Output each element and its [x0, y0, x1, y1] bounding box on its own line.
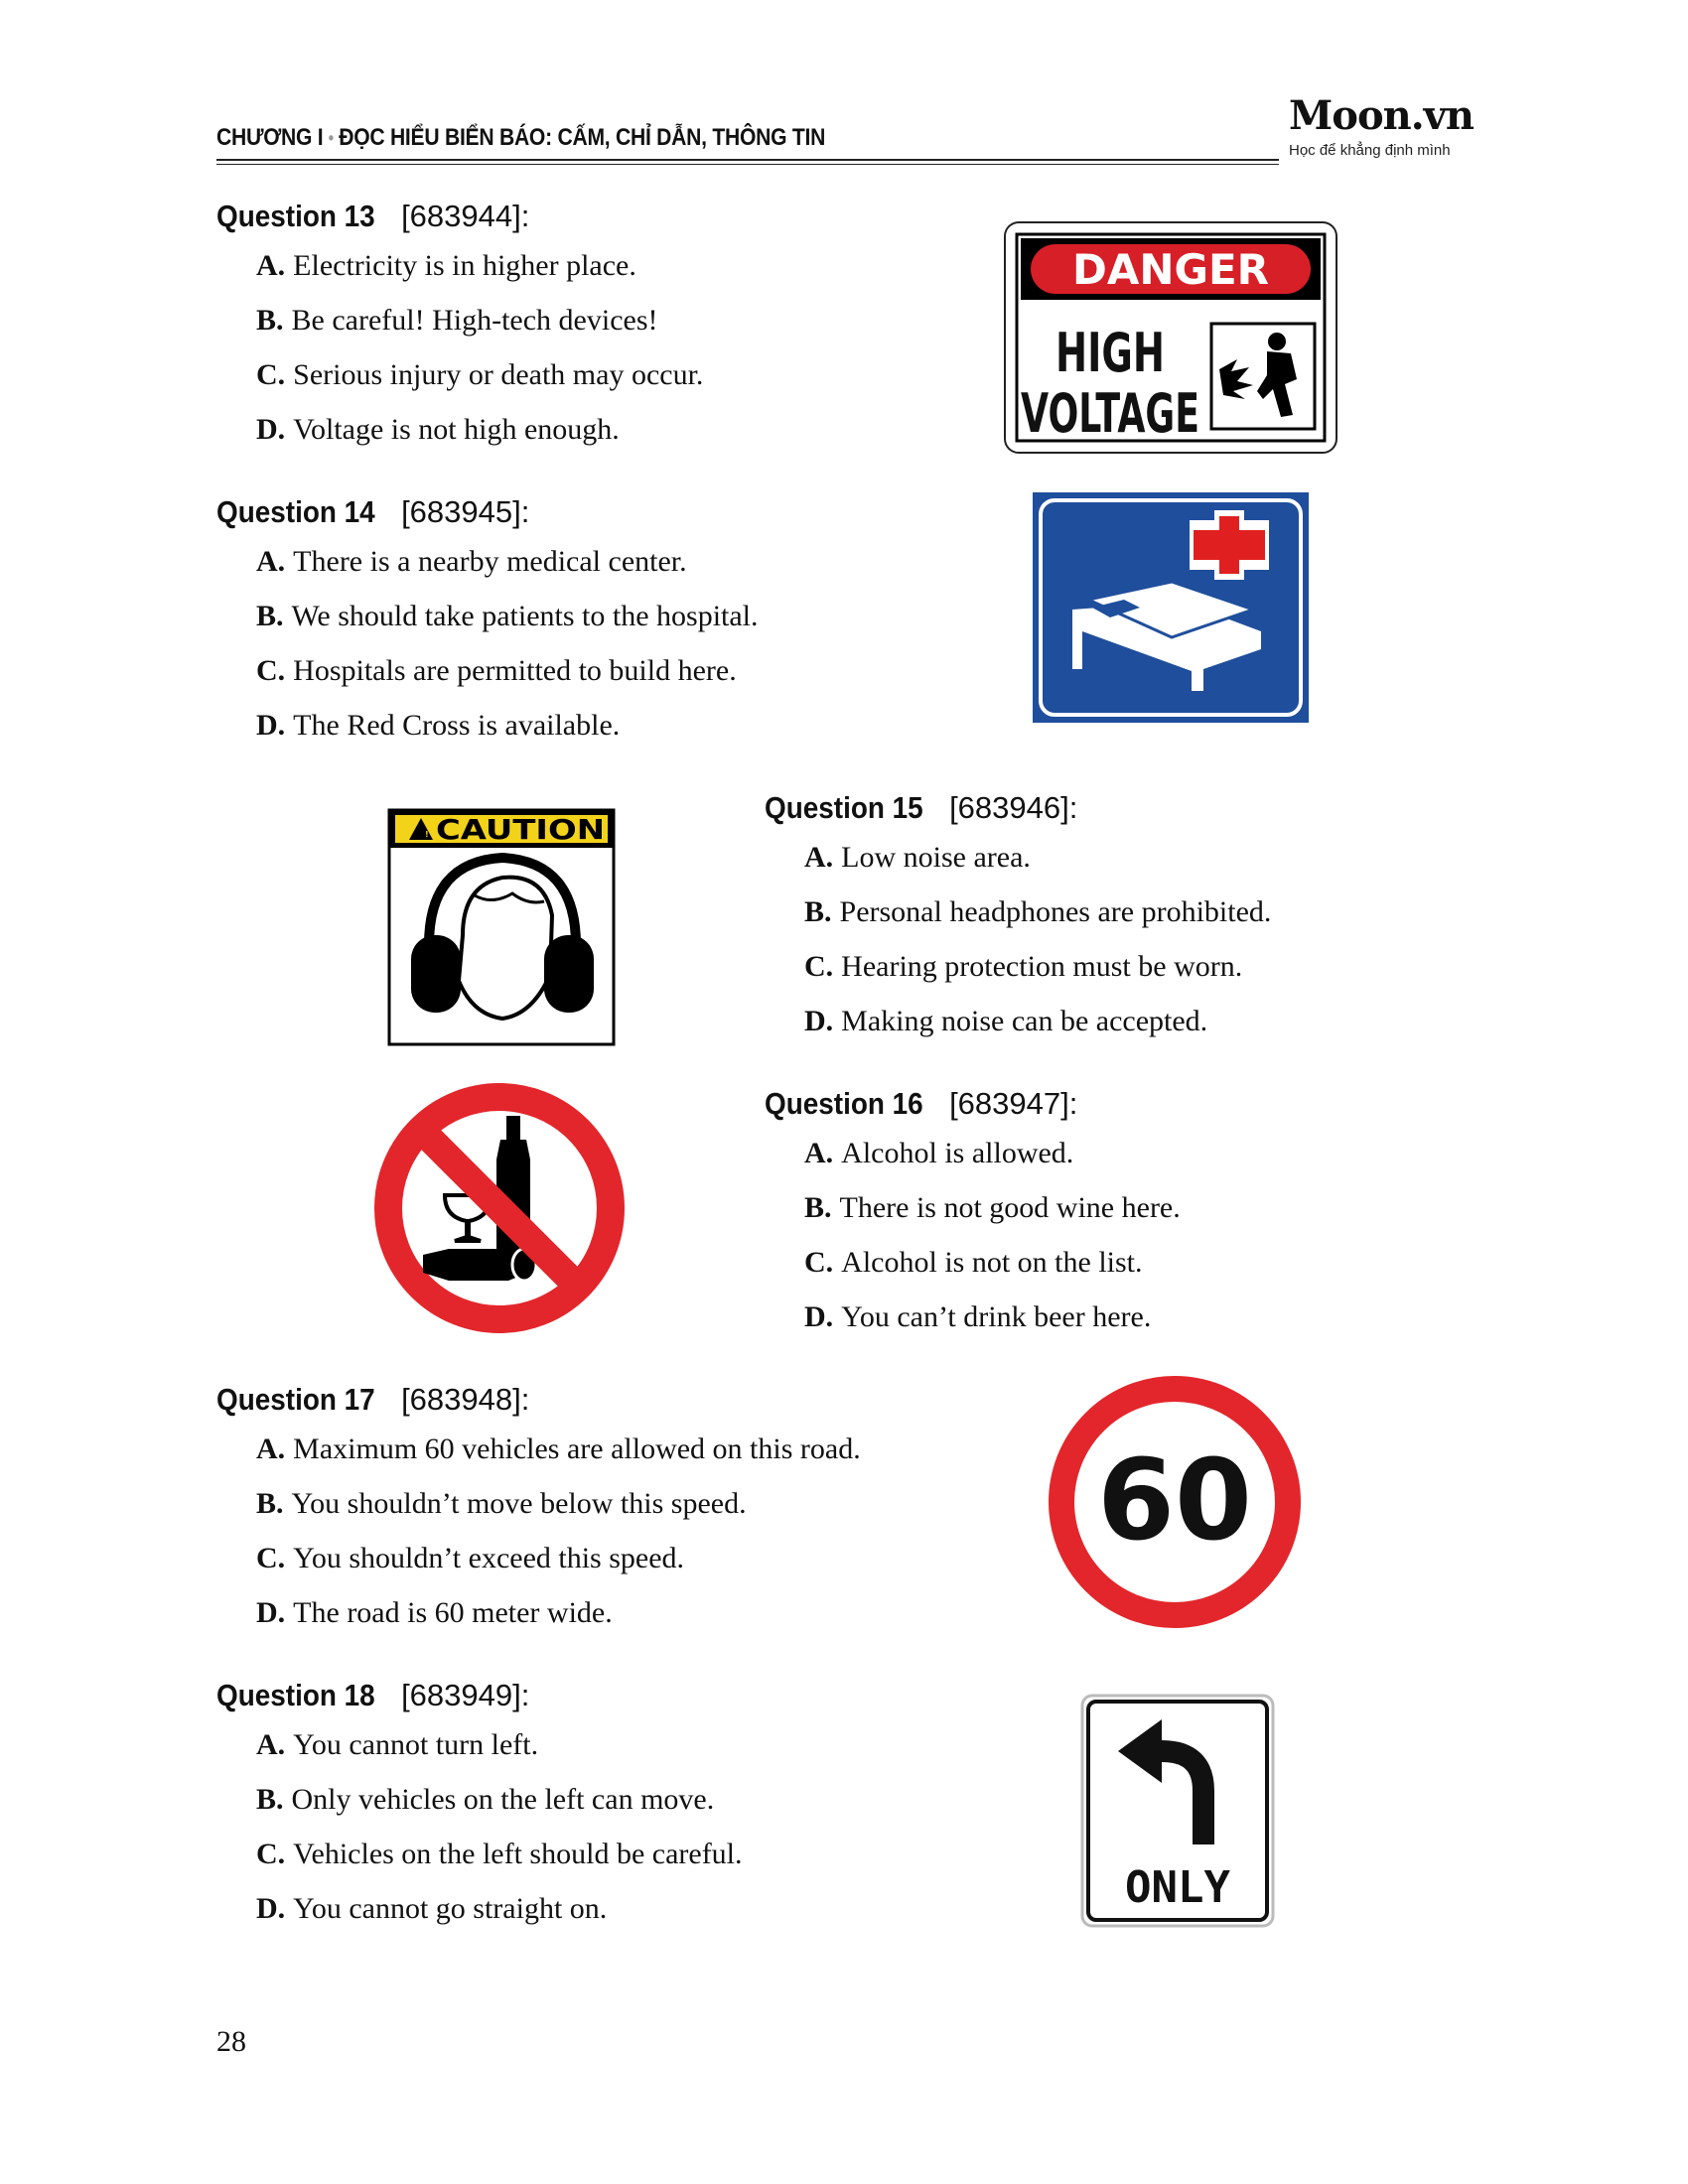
question-title — [216, 1674, 743, 1717]
option-key: A. — [804, 1137, 834, 1169]
option-key: C. — [804, 1246, 834, 1279]
option-key: C. — [256, 358, 286, 391]
chapter-heading — [216, 124, 825, 152]
question-id: [683946]: — [949, 790, 1078, 825]
danger-word: DANGER — [1071, 245, 1270, 294]
option-a[interactable] — [216, 238, 703, 293]
question-label: Question 15 — [765, 790, 923, 825]
option-key: A. — [256, 545, 286, 578]
option-key: D. — [256, 1892, 286, 1925]
question-label: Question 14 — [216, 494, 375, 529]
option-key: B. — [256, 600, 284, 632]
option-a[interactable] — [216, 534, 759, 589]
hearing-protection-sign — [383, 806, 620, 1048]
question-title — [765, 1082, 1181, 1126]
svg-text:!: ! — [425, 830, 429, 839]
option-c[interactable] — [216, 347, 703, 402]
option-key: A. — [256, 1433, 286, 1465]
option-a[interactable] — [765, 830, 1271, 885]
speed-limit-number: 60 — [1097, 1436, 1252, 1566]
question-label: Question 16 — [765, 1086, 923, 1121]
header-rule — [216, 159, 1279, 161]
option-key: C. — [256, 1542, 286, 1574]
option-b[interactable] — [765, 1180, 1181, 1235]
option-text: You shouldn’t exceed this speed. — [293, 1542, 685, 1574]
option-key: A. — [804, 841, 834, 874]
question-title — [216, 195, 703, 238]
option-c[interactable] — [216, 1531, 861, 1585]
only-word: ONLY — [1125, 1862, 1230, 1913]
option-text: Making noise can be accepted. — [841, 1005, 1208, 1037]
option-b[interactable] — [216, 589, 759, 643]
option-a[interactable] — [216, 1717, 743, 1772]
option-key: B. — [804, 1191, 832, 1224]
option-key: B. — [804, 895, 832, 928]
option-text: There is a nearby medical center. — [293, 545, 687, 578]
option-b[interactable] — [216, 1772, 743, 1827]
question-id: [683949]: — [401, 1678, 530, 1712]
option-text: Vehicles on the left should be careful. — [293, 1838, 743, 1870]
question-13 — [216, 195, 703, 457]
option-key: B. — [256, 1487, 284, 1520]
question-14 — [216, 490, 759, 752]
option-key: B. — [256, 304, 284, 337]
speed-limit-sign — [1045, 1372, 1305, 1632]
option-c[interactable] — [765, 1235, 1181, 1290]
question-18 — [216, 1674, 743, 1936]
option-d[interactable] — [765, 994, 1271, 1048]
option-c[interactable] — [216, 643, 759, 698]
option-key: C. — [804, 950, 834, 983]
chapter-title: ĐỌC HIỂU BIỂN BÁO: CẤM, CHỈ DẪN, THÔNG TIN — [339, 124, 826, 151]
option-text: The Red Cross is available. — [293, 709, 621, 742]
option-b[interactable] — [765, 885, 1271, 939]
option-key: D. — [256, 1596, 286, 1629]
option-text: You cannot turn left. — [293, 1728, 539, 1761]
question-id: [683945]: — [401, 494, 530, 529]
question-17 — [216, 1378, 861, 1640]
caution-word: CAUTION — [436, 813, 605, 846]
question-label: Question 18 — [216, 1678, 375, 1712]
option-a[interactable] — [216, 1422, 861, 1476]
option-key: B. — [256, 1783, 284, 1816]
option-text: Serious injury or death may occur. — [293, 358, 704, 391]
option-text: Only vehicles on the left can move. — [291, 1783, 715, 1816]
option-b[interactable] — [216, 293, 703, 347]
option-key: D. — [256, 413, 286, 446]
option-text: Hospitals are permitted to build here. — [293, 654, 737, 687]
option-b[interactable] — [216, 1476, 861, 1531]
brand-block — [1289, 92, 1474, 159]
option-text: Alcohol is allowed. — [841, 1137, 1074, 1169]
question-id: [683948]: — [401, 1382, 530, 1417]
red-cross-icon — [1190, 510, 1269, 580]
question-16 — [765, 1082, 1181, 1344]
option-text: Low noise area. — [841, 841, 1031, 874]
option-text: You shouldn’t move below this speed. — [291, 1487, 747, 1520]
option-c[interactable] — [765, 939, 1271, 994]
option-text: The road is 60 meter wide. — [293, 1596, 613, 1629]
option-d[interactable] — [216, 1585, 861, 1640]
danger-high-voltage-sign — [1003, 220, 1338, 455]
high-word: HIGH — [1055, 322, 1165, 384]
option-text: Alcohol is not on the list. — [841, 1246, 1143, 1279]
brand-tagline: Học để khẳng định mình — [1289, 142, 1451, 159]
hospital-sign — [1033, 492, 1309, 723]
option-c[interactable] — [216, 1827, 743, 1881]
option-key: D. — [256, 709, 286, 742]
voltage-word: VOLTAGE — [1021, 382, 1199, 445]
page-header — [216, 92, 1474, 169]
option-text: Be careful! High-tech devices! — [291, 304, 658, 337]
option-d[interactable] — [216, 402, 703, 457]
question-id: [683944]: — [401, 199, 530, 233]
question-title — [765, 786, 1271, 830]
brand-logo: Moon.vn — [1289, 92, 1474, 139]
option-text: There is not good wine here. — [839, 1191, 1181, 1224]
question-15 — [765, 786, 1271, 1048]
page-number: 28 — [216, 2025, 246, 2058]
left-turn-only-sign — [1078, 1692, 1277, 1930]
option-text: You cannot go straight on. — [293, 1892, 608, 1925]
option-text: You can’t drink beer here. — [841, 1300, 1152, 1333]
option-key: D. — [804, 1005, 834, 1037]
option-key: C. — [256, 1838, 286, 1870]
question-label: Question 13 — [216, 199, 375, 233]
option-a[interactable] — [765, 1126, 1181, 1180]
option-key: C. — [256, 654, 286, 687]
question-title — [216, 1378, 861, 1422]
header-rule-thin — [216, 164, 1279, 165]
option-d[interactable] — [216, 698, 759, 752]
no-alcohol-sign — [369, 1078, 630, 1338]
question-label: Question 17 — [216, 1382, 375, 1417]
option-key: A. — [256, 249, 286, 282]
option-key: A. — [256, 1728, 286, 1761]
option-text: Hearing protection must be worn. — [841, 950, 1243, 983]
option-text: We should take patients to the hospital. — [291, 600, 759, 632]
option-d[interactable] — [765, 1290, 1181, 1344]
option-text: Maximum 60 vehicles are allowed on this road. — [293, 1433, 861, 1465]
chapter-prefix: CHƯƠNG I — [216, 124, 324, 151]
option-d[interactable] — [216, 1881, 743, 1936]
option-text: Electricity is in higher place. — [293, 249, 636, 282]
option-text: Personal headphones are prohibited. — [839, 895, 1272, 928]
question-title — [216, 490, 759, 534]
option-text: Voltage is not high enough. — [293, 413, 620, 446]
option-key: D. — [804, 1300, 834, 1333]
question-id: [683947]: — [949, 1086, 1078, 1121]
header-separator: • — [328, 128, 334, 149]
